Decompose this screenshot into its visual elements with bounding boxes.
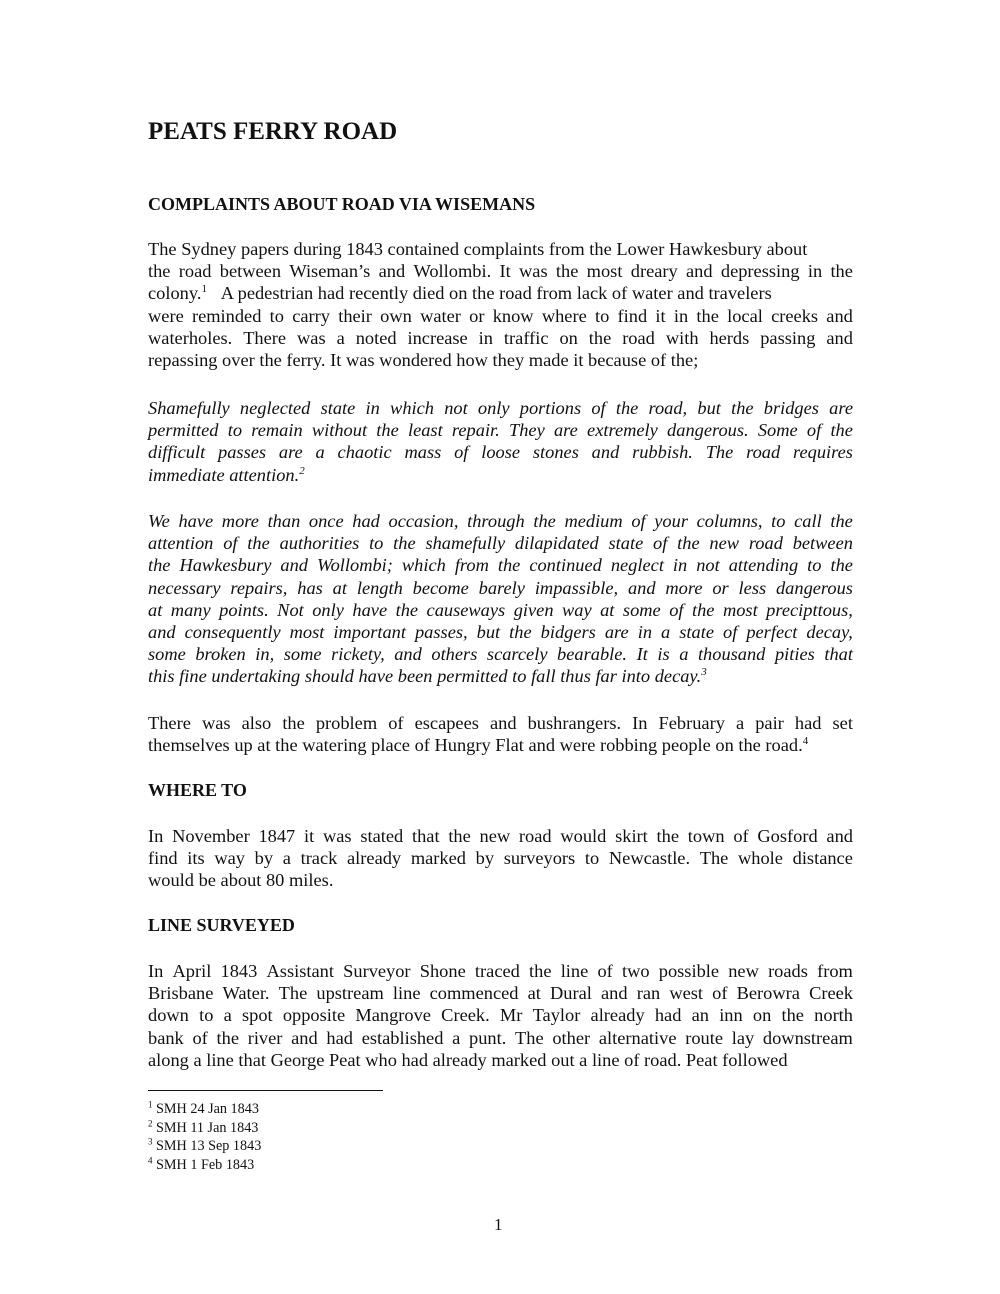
text-line: would be about 80 miles. <box>148 870 334 891</box>
paragraph-line-surveyed <box>148 960 853 1071</box>
text-line: permitted to remain without the least repair. They are extremely dangerous. Some of the <box>148 420 853 441</box>
text-line: and consequently most important passes, but the bidgers are in a state of perfect decay, <box>148 622 853 643</box>
text-line: bank of the river and had established a punt. The other alternative route lay downstream <box>148 1027 853 1048</box>
footnote-item: $^3$ SMH 13 Sep 1843 <box>148 1136 262 1154</box>
footnote-item: $^4$ SMH 1 Feb 1843 <box>148 1154 255 1173</box>
quote-block-2 <box>148 510 853 688</box>
text-line: immediate attention.$^2$ <box>148 464 305 485</box>
section-heading-line-surveyed: LINE SURVEYED <box>148 915 295 935</box>
text-line: down to a spot opposite Mangrove Creek. Mr Taylor already had an inn on the north <box>148 1005 853 1026</box>
text-line: the road between Wiseman’s and Wollombi. It was the most dreary and depressing in the <box>148 261 853 282</box>
footnote-divider <box>148 1090 383 1091</box>
page-title: PEATS FERRY ROAD <box>148 118 398 145</box>
text-line: along a line that George Peat who had already marked out a line of road. Peat followed <box>148 1049 788 1070</box>
footnotes <box>148 1100 261 1174</box>
footnote-ref: 1 <box>201 283 207 296</box>
text-line: find its way by a track already marked by surveyors to Newcastle. The whole distance <box>148 848 853 869</box>
footnote-ref: 3 <box>701 666 707 679</box>
text-line: necessary repairs, has at length become barely impassible, and more or less dangerous <box>148 577 853 598</box>
text-line: repassing over the ferry. It was wondered how they made it because of the; <box>148 350 699 371</box>
text-line: Brisbane Water. The upstream line commenced at Dural and ran west of Berowra Creek <box>148 983 853 1004</box>
footnote-ref: 4 <box>802 735 809 748</box>
text-line: were reminded to carry their own water or know where to find it in the local creeks and <box>148 305 853 326</box>
text-line: waterholes. There was a noted increase in traffic on the road with herds passing and <box>148 327 853 348</box>
page-number: 1 <box>494 1215 503 1234</box>
text-line: We have more than once had occasion, through the medium of your columns, to call the <box>148 511 853 531</box>
text-line: the Hawkesbury and Wollombi; which from the continued neglect in not attending to the <box>148 555 853 576</box>
section-heading-complaints: COMPLAINTS ABOUT ROAD VIA WISEMANS <box>148 194 536 214</box>
text-line: some broken in, some rickety, and others scarcely bearable. It is a thousand pities that <box>148 644 853 665</box>
text-line: themselves up at the watering place of Hungry Flat and were robbing people on the road.$^4$ <box>148 735 809 756</box>
text-line: attention of the authorities to the shamefully dilapidated state of the new road between <box>148 533 853 554</box>
footnote-item: $^1$ SMH 24 Jan 1843 <box>148 1099 259 1117</box>
text-line: colony.$^1$ A pedestrian had recently died on the road from lack of water and travelers <box>148 283 772 304</box>
text-line: Shamefully neglected state in which not only portions of the road, but the bridges are <box>148 398 853 418</box>
text-line: this fine undertaking should have been permitted to fall thus far into decay.$^3$ <box>148 666 707 687</box>
text-line: at many points. Not only have the causeways given way at some of the most precipttous, <box>148 599 853 620</box>
text-line: In April 1843 Assistant Surveyor Shone traced the line of two possible new roads from <box>148 961 853 981</box>
quote-block-1 <box>148 397 853 486</box>
text-line: There was also the problem of escapees and bushrangers. In February a pair had set <box>148 713 853 733</box>
text-line: In November 1847 it was stated that the new road would skirt the town of Gosford and <box>148 826 853 846</box>
paragraph-complaints-intro <box>148 238 853 371</box>
text-line: The Sydney papers during 1843 contained complaints from the Lower Hawkesbury about <box>148 239 808 259</box>
footnote-ref: 2 <box>299 464 305 477</box>
text-line: difficult passes are a chaotic mass of loose stones and rubbish. The road requires <box>148 442 853 463</box>
section-heading-where-to: WHERE TO <box>148 780 247 800</box>
paragraph-escapees <box>148 712 853 756</box>
paragraph-where-to <box>148 825 853 892</box>
footnote-item: $^2$ SMH 11 Jan 1843 <box>148 1117 259 1136</box>
